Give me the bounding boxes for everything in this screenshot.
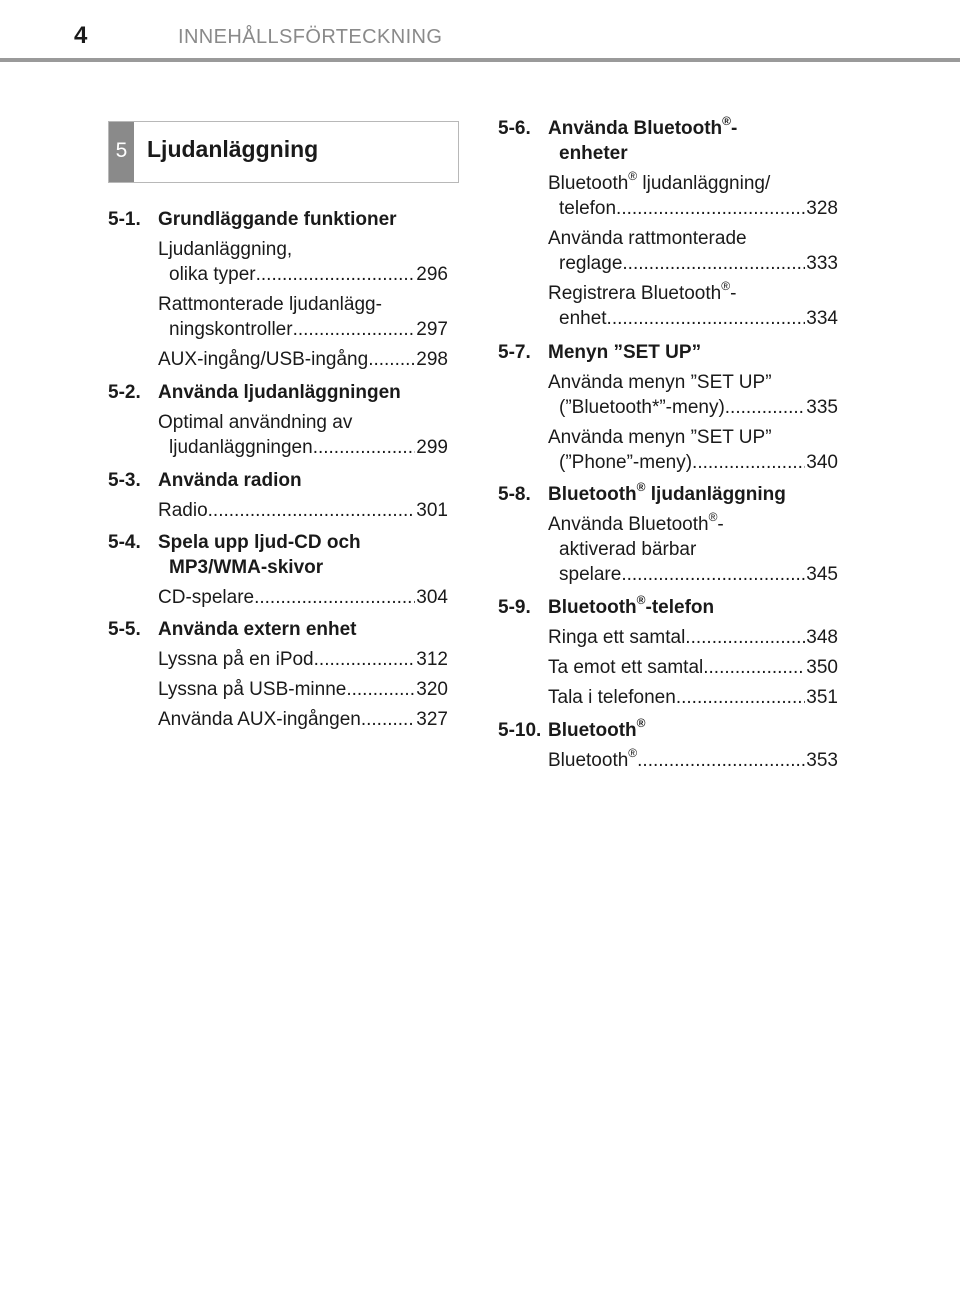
toc-group-5-10 bbox=[498, 718, 838, 773]
toc-group-5-1 bbox=[108, 207, 448, 372]
toc-page-number: 340 bbox=[806, 452, 838, 473]
toc-group-5-4 bbox=[108, 530, 448, 610]
toc-page-number: 298 bbox=[416, 349, 448, 370]
toc-group-number: 5-1. bbox=[108, 209, 141, 230]
toc-group-5-9 bbox=[498, 595, 838, 710]
toc-group-5-8 bbox=[498, 482, 838, 587]
toc-entry[interactable]: Använda AUX-ingången ..... 327 bbox=[108, 707, 448, 732]
toc-group-5-5 bbox=[108, 617, 448, 732]
toc-entry[interactable]: Använda rattmonterade reglage ..... 333 bbox=[498, 226, 838, 276]
toc-page-number: 348 bbox=[806, 627, 838, 648]
toc-page-number: 301 bbox=[416, 500, 448, 521]
toc-group-number: 5-6. bbox=[498, 118, 531, 139]
toc-group-title[interactable]: 5-7. Menyn ”SET UP” bbox=[498, 342, 702, 363]
toc-entry[interactable]: Lyssna på USB-minne ..... 320 bbox=[108, 677, 448, 702]
registered-mark: ® bbox=[628, 169, 638, 183]
toc-group-title[interactable]: 5-6. Använda Bluetooth®- enheter bbox=[498, 114, 738, 164]
toc-entry[interactable]: Optimal användning av ljudanläggningen ..... 299 bbox=[108, 410, 448, 460]
toc-group-number: 5-8. bbox=[498, 484, 531, 505]
toc-group-title[interactable]: 5-3. Använda radion bbox=[108, 470, 302, 491]
toc-group-5-2 bbox=[108, 380, 448, 460]
registered-mark: ® bbox=[628, 746, 638, 760]
section-number-tab: 5 bbox=[109, 122, 134, 182]
toc-entry[interactable]: Ringa ett samtal ..... 348 bbox=[498, 625, 838, 650]
toc-page-number: 345 bbox=[806, 564, 838, 585]
registered-mark: ® bbox=[636, 593, 646, 607]
toc-page-number: 328 bbox=[806, 198, 838, 219]
toc-group-number: 5-5. bbox=[108, 619, 141, 640]
toc-page-number: 296 bbox=[416, 264, 448, 285]
toc-group-5-6 bbox=[498, 116, 838, 331]
toc-entry[interactable]: Bluetooth® ljudanläggning/ telefon ..... 328 bbox=[498, 171, 838, 221]
toc-entry[interactable]: Använda menyn ”SET UP” (”Phone”-meny) ..... 340 bbox=[498, 425, 838, 475]
toc-page-number: 353 bbox=[806, 750, 838, 771]
toc-group-number: 5-2. bbox=[108, 382, 141, 403]
toc-entry[interactable]: Registrera Bluetooth®- enhet ..... 334 bbox=[498, 281, 838, 331]
toc-group-number: 5-9. bbox=[498, 597, 531, 618]
page-header bbox=[0, 0, 960, 62]
toc-group-title[interactable]: 5-2. Använda ljudanläggningen bbox=[108, 382, 401, 403]
toc-group-number: 5-4. bbox=[108, 532, 141, 553]
toc-group-number: 5-3. bbox=[108, 470, 141, 491]
toc-entry[interactable]: Använda menyn ”SET UP” (”Bluetooth*”-meny) ..... 335 bbox=[498, 370, 838, 420]
toc-page-number: 334 bbox=[806, 308, 838, 329]
toc-group-title[interactable]: 5-9. Bluetooth®-telefon bbox=[498, 593, 715, 618]
toc-entry[interactable]: Använda Bluetooth®- aktiverad bärbar spelare ..... 345 bbox=[498, 512, 838, 587]
toc-entry[interactable]: AUX-ingång/USB-ingång ..... 298 bbox=[108, 347, 448, 372]
header-rule bbox=[0, 58, 960, 62]
toc-entry[interactable]: Bluetooth® ..... 353 bbox=[498, 748, 838, 773]
toc-group-5-7 bbox=[498, 340, 838, 475]
toc-group-5-3 bbox=[108, 468, 448, 523]
toc-entry[interactable]: Ta emot ett samtal ..... 350 bbox=[498, 655, 838, 680]
registered-mark: ® bbox=[722, 114, 732, 128]
section-heading bbox=[108, 121, 459, 183]
toc-entry[interactable]: Radio ..... 301 bbox=[108, 498, 448, 523]
toc-entry[interactable]: Lyssna på en iPod ..... 312 bbox=[108, 647, 448, 672]
toc-page-number: 335 bbox=[806, 397, 838, 418]
toc-group-title[interactable]: 5-8. Bluetooth® ljudanläggning bbox=[498, 480, 786, 505]
toc-page-number: 350 bbox=[806, 657, 838, 678]
toc-entry[interactable]: Rattmonterade ljudanlägg- ningskontroller ..... 297 bbox=[108, 292, 448, 342]
registered-mark: ® bbox=[636, 480, 646, 494]
toc-page-number: 304 bbox=[416, 587, 448, 608]
toc-page-number: 327 bbox=[416, 709, 448, 730]
toc-entry[interactable]: Tala i telefonen ..... 351 bbox=[498, 685, 838, 710]
toc-group-title[interactable]: 5-5. Använda extern enhet bbox=[108, 619, 357, 640]
toc-entry[interactable]: Ljudanläggning, olika typer ..... 296 bbox=[108, 237, 448, 287]
page-number: 4 bbox=[74, 22, 88, 49]
registered-mark: ® bbox=[708, 510, 718, 524]
toc-page-number: 297 bbox=[416, 319, 448, 340]
toc-group-title[interactable]: 5-4. Spela upp ljud-CD och MP3/WMA-skivor bbox=[108, 532, 361, 578]
toc-page-number: 320 bbox=[416, 679, 448, 700]
section-title: Ljudanläggning bbox=[147, 136, 319, 162]
toc-group-number: 5-10. bbox=[498, 720, 542, 741]
toc-page-number: 333 bbox=[806, 253, 838, 274]
header-title: INNEHÅLLSFÖRTECKNING bbox=[178, 26, 443, 48]
toc-group-number: 5-7. bbox=[498, 342, 531, 363]
registered-mark: ® bbox=[721, 279, 731, 293]
toc-page-number: 312 bbox=[416, 649, 448, 670]
registered-mark: ® bbox=[636, 716, 646, 730]
toc-page-number: 351 bbox=[806, 687, 838, 708]
toc-group-title[interactable]: 5-10. Bluetooth® bbox=[498, 716, 646, 741]
toc-entry[interactable]: CD-spelare ..... 304 bbox=[108, 585, 448, 610]
toc-group-title[interactable]: 5-1. Grundläggande funktioner bbox=[108, 209, 397, 230]
toc-page-number: 299 bbox=[416, 437, 448, 458]
